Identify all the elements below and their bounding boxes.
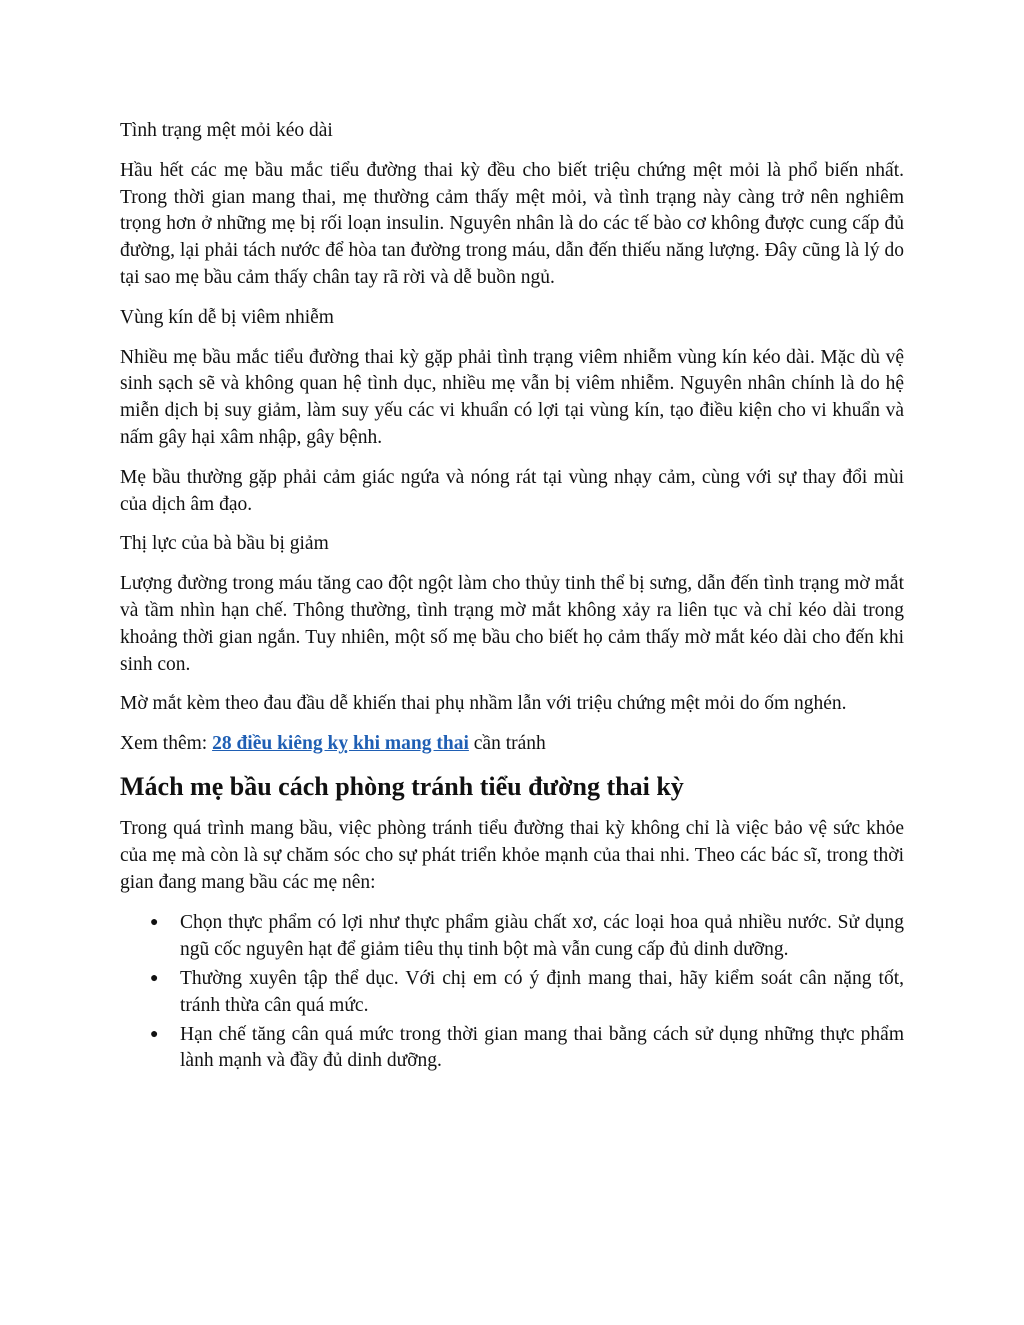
list-item-text: Chọn thực phẩm có lợi như thực phẩm giàu chất xơ, các loại hoa quả nhiều nước. Sử dụng ngũ cốc nguyên hạt để giảm tiêu thụ tinh bột mà vẫn cung cấp đủ dinh dưỡng. [180,912,904,961]
list-item-text: Hạn chế tăng cân quá mức trong thời gian mang thai bằng cách sử dụng những thực phẩm lành mạnh và đầy đủ dinh dưỡng. [180,1023,904,1072]
advice-list [120,910,904,1075]
paragraph-infection-2: Mẹ bầu thường gặp phải cảm giác ngứa và nóng rát tại vùng nhạy cảm, cùng với sự thay đổi mùi của dịch âm đạo. [120,466,904,515]
bullet-icon: ● [150,915,159,931]
see-more-suffix: cần tránh [468,733,546,755]
section-title-fatigue: Tình trạng mệt mỏi kéo dài [120,120,333,141]
paragraph-fatigue: Hầu hết các mẹ bầu mắc tiểu đường thai kỳ đều cho biết triệu chứng mệt mỏi là phổ biến nhất. Trong thời gian mang thai, mẹ thường cảm thấy mệt mỏi, và tình trạng này càng trở nên nghiêm trọng hơn ở những mẹ bị rối loạn insulin. Nguyên nhân là do các tế bào cơ không được cung cấp đủ đường, lại phải tách nước để hòa tan đường trong máu, dẫn đến thiếu năng lượng. Đây cũng là lý do tại sao mẹ bầu cảm thấy chân tay rã rời và dễ buồn ngủ. [120,159,904,288]
paragraph-vision-2: Mờ mắt kèm theo đau đầu dễ khiến thai phụ nhầm lẫn với triệu chứng mệt mỏi do ốm nghén. [120,693,847,715]
document-page [120,118,904,1077]
section-title-vision: Thị lực của bà bầu bị giảm [120,533,329,555]
list-item [120,910,904,964]
see-more-link[interactable]: 28 điều kiêng kỵ khi mang thai [212,733,469,755]
section-title-infection: Vùng kín dễ bị viêm nhiễm [120,306,334,328]
see-more-prefix: Xem thêm: [120,733,213,755]
list-item [120,966,904,1020]
section-heading: Mách mẹ bầu cách phòng tránh tiểu đường thai kỳ [120,771,684,801]
paragraph-infection-1: Nhiều mẹ bầu mắc tiểu đường thai kỳ gặp phải tình trạng viêm nhiễm vùng kín kéo dài. Mặc dù vệ sinh sạch sẽ và không quan hệ tình dục, nhiều mẹ vẫn bị viêm nhiễm. Nguyên nhân chính là do hệ miễn dịch bị suy giảm, làm suy yếu các vi khuẩn có lợi tại vùng kín, tạo điều kiện cho vi khuẩn và nấm gây hại xâm nhập, gây bệnh. [120,346,904,448]
intro-paragraph: Trong quá trình mang bầu, việc phòng tránh tiểu đường thai kỳ không chỉ là việc bảo vệ sức khỏe của mẹ mà còn là sự chăm sóc cho sự phát triển khỏe mạnh của thai nhi. Theo các bác sĩ, trong thời gian đang mang bầu các mẹ nên: [120,817,904,893]
list-item-text: Thường xuyên tập thể dục. Với chị em có ý định mang thai, hãy kiểm soát cân nặng tốt, tránh thừa cân quá mức. [180,967,904,1016]
bullet-icon: ● [150,970,159,986]
list-item [120,1022,904,1076]
paragraph-vision-1: Lượng đường trong máu tăng cao đột ngột làm cho thủy tinh thể bị sưng, dẫn đến tình trạng mờ mắt và tầm nhìn hạn chế. Thông thường, tình trạng mờ mắt không xảy ra liên tục và chỉ kéo dài trong khoảng thời gian ngắn. Tuy nhiên, một số mẹ bầu cho biết họ cảm thấy mờ mắt kéo dài cho đến khi sinh con. [120,573,904,675]
see-more-line [120,731,904,758]
bullet-icon: ● [150,1026,159,1042]
